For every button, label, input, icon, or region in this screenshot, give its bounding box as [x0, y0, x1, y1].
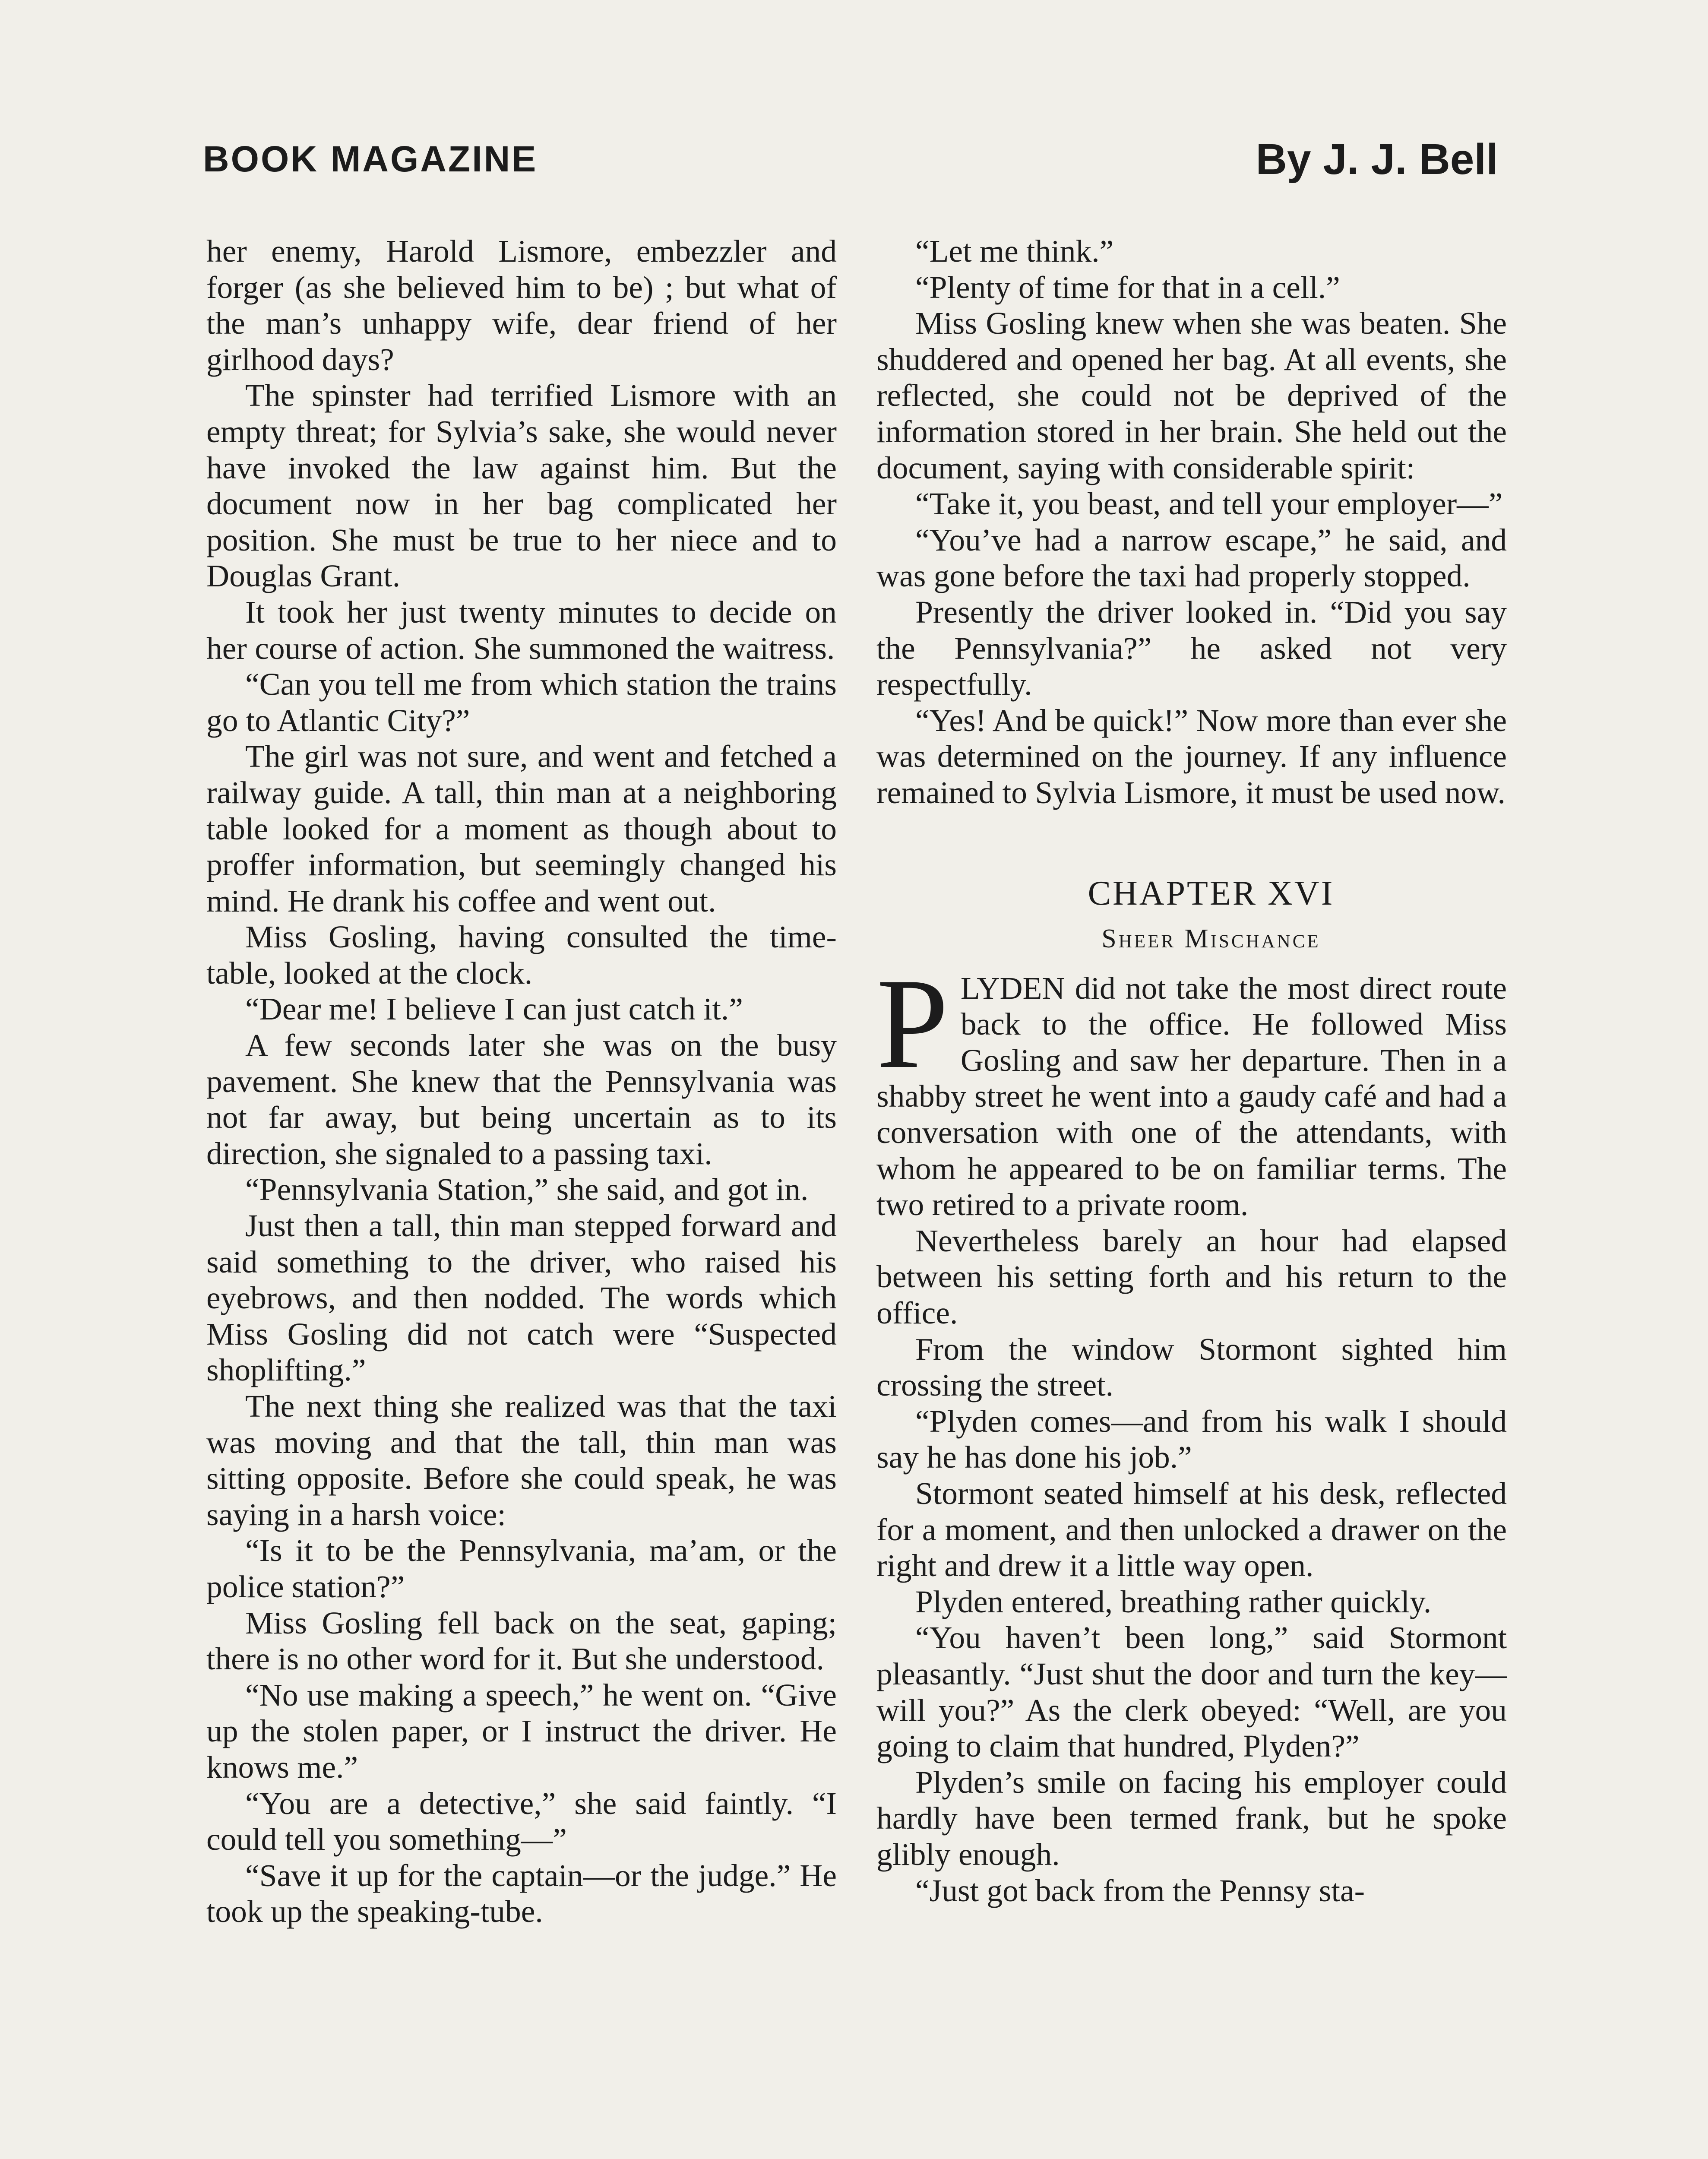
paragraph: “Pennsylvania Station,” she said, and got in.	[245, 1172, 809, 1207]
page-header	[203, 135, 1498, 194]
paragraph: It took her just twenty minutes to decide on her course of action. She summoned the waitress.	[206, 594, 837, 666]
paragraph: “You’ve had a narrow escape,” he said, and was gone before the taxi had properly stopped.	[876, 522, 1507, 594]
paragraph: “Let me think.”	[915, 234, 1114, 269]
paragraph: A few seconds later she was on the busy pavement. She knew that the Pennsylvania was not far away, but being uncertain as to its direction, she signaled to a passing taxi.	[206, 1028, 837, 1171]
paragraph: Presently the driver looked in. “Did you say the Pennsylvania?” he asked not very respectfully.	[876, 594, 1507, 702]
paragraph: “Save it up for the captain—or the judge.” He took up the speaking-tube.	[206, 1858, 837, 1929]
paragraph: Just then a tall, thin man stepped forward and said something to the driver, who raised his eyebrows, and then nodded. The words which Miss Gosling did not catch were “Suspected shoplifting.”	[206, 1208, 837, 1388]
paragraph: “Just got back from the Pennsy sta-	[915, 1873, 1365, 1908]
paragraph: The girl was not sure, and went and fetched a railway guide. A tall, thin man at a neighboring table looked for a moment as though about to proffer information, but seemingly changed his mind. He drank his coffee and went out.	[206, 739, 837, 918]
paragraph: Stormont seated himself at his desk, reflected for a moment, and then unlocked a drawer on the right and drew it a little way open.	[876, 1476, 1507, 1583]
paragraph: From the window Stormont sighted him crossing the street.	[876, 1331, 1507, 1403]
paragraph: “Take it, you beast, and tell your employer—”	[915, 486, 1503, 522]
chapter-opening-paragraph	[876, 951, 1507, 1223]
drop-cap: P	[876, 951, 949, 1095]
paragraph: Miss Gosling, having consulted the time-table, looked at the clock.	[206, 919, 837, 991]
paragraph: Miss Gosling knew when she was beaten. She shuddered and opened her bag. At all events, she reflected, she could not be deprived of the information stored in her brain. She held out the document, saying with considerable spirit:	[876, 306, 1507, 485]
right-text-column	[876, 233, 1507, 1909]
magazine-name: BOOK MAGAZINE	[203, 139, 538, 179]
paragraph: “You are a detective,” she said faintly. “I could tell you something—”	[206, 1785, 837, 1857]
paragraph: The next thing she realized was that the taxi was moving and that the tall, thin man was sitting opposite. Before she could speak, he was saying in a harsh voice:	[206, 1389, 837, 1532]
left-text-column	[206, 233, 837, 1930]
paragraph: Plyden entered, breathing rather quickly.	[915, 1584, 1432, 1619]
paragraph: her enemy, Harold Lismore, embezzler and forger (as she believed him to be) ; but what of the man’s unhappy wife, dear friend of her girlhood days?	[206, 234, 837, 377]
paragraph: “Plyden comes—and from his walk I should say he has done his job.”	[876, 1403, 1507, 1475]
paragraph: Nevertheless barely an hour had elapsed between his setting forth and his return to the office.	[876, 1223, 1507, 1331]
paragraph: “Is it to be the Pennsylvania, ma’am, or the police station?”	[206, 1533, 837, 1604]
paragraph: The spinster had terrified Lismore with an empty threat; for Sylvia’s sake, she would never have invoked the law against him. But the document now in her bag complicated her position. She must be true to her niece and to Douglas Grant.	[206, 378, 837, 594]
paragraph: “You haven’t been long,” said Stormont pleasantly. “Just shut the door and turn the key—will you?” As the clerk obeyed: “Well, are you going to claim that hundred, Plyden?”	[876, 1620, 1507, 1764]
paragraph: “No use making a speech,” he went on. “Give up the stolen paper, or I instruct the driver. He knows me.”	[206, 1677, 837, 1785]
paragraph: Plyden’s smile on facing his employer could hardly have been termed frank, but he spoke glibly enough.	[876, 1764, 1507, 1872]
paragraph: “Plenty of time for that in a cell.”	[915, 269, 1340, 305]
paragraph: Miss Gosling fell back on the seat, gaping; there is no other word for it. But she understood.	[206, 1605, 837, 1677]
author-byline: By J. J. Bell	[1256, 135, 1498, 184]
paragraph: “Yes! And be quick!” Now more than ever she was determined on the journey. If any influence remained to Sylvia Lismore, it must be used now.	[876, 703, 1507, 810]
chapter-title: Sheer Mischance	[1101, 924, 1321, 954]
chapter-heading: CHAPTER XVI	[1088, 874, 1335, 912]
paragraph: “Dear me! I believe I can just catch it.”	[245, 991, 743, 1027]
paragraph: “Can you tell me from which station the trains go to Atlantic City?”	[206, 667, 837, 738]
opening-text: LYDEN did not take the most direct route back to the office. He followed Miss Gosling and saw her departure. Then in a shabby street he went into a gaudy café and had a conversation with one of the attendants, with whom he appeared to be on familiar terms. The two retired to a private room.	[876, 970, 1507, 1222]
